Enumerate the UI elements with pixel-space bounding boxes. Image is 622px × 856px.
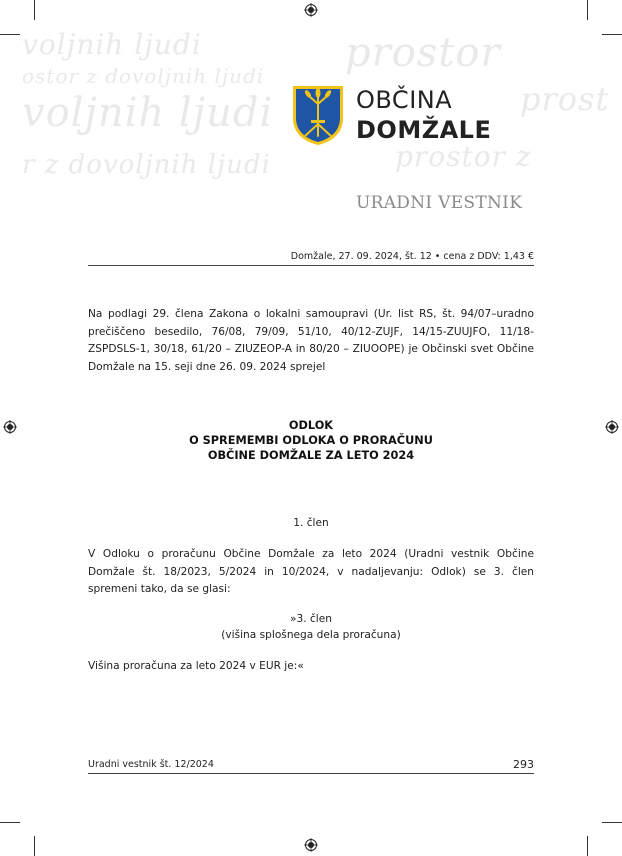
logo-municipality-label: OBČINA bbox=[356, 86, 453, 114]
watermark-text: voljnih ljudi bbox=[22, 90, 274, 136]
article-paragraph: V Odloku o proračunu Občine Domžale za leto 2024 (Uradni vestnik Občine Domžale št. 18/2023, 5/2024 in 10/2024, v nadaljevanju: Odlok) se 3. člen spremeni tako, da se glasi: bbox=[88, 548, 534, 595]
document-title-line: O SPREMEMBI ODLOKA O PRORAČUNU bbox=[189, 434, 433, 447]
budget-line: Višina proračuna za leto 2024 v EUR je:« bbox=[88, 660, 304, 672]
coat-of-arms-icon bbox=[291, 84, 345, 146]
crop-mark bbox=[602, 822, 622, 823]
quoted-article-subheading: (višina splošnega dela proračuna) bbox=[221, 629, 401, 641]
document-title-line: ODLOK bbox=[288, 419, 334, 432]
watermark-text: r z dovoljnih ljudi bbox=[22, 150, 271, 180]
header-rule bbox=[88, 265, 534, 266]
watermark-text: prostor z bbox=[395, 140, 532, 173]
crop-mark bbox=[0, 822, 20, 823]
watermark-text: voljnih ljudi bbox=[22, 28, 202, 61]
registration-mark-icon bbox=[304, 838, 318, 852]
crop-mark bbox=[587, 0, 588, 20]
registration-mark-icon bbox=[605, 420, 619, 434]
watermark-text: prostor bbox=[345, 30, 501, 76]
issue-info: Domžale, 27. 09. 2024, št. 12 • cena z DDV: 1,43 € bbox=[290, 251, 534, 262]
document-title bbox=[88, 418, 534, 463]
crop-mark bbox=[587, 836, 588, 856]
crop-mark bbox=[34, 0, 35, 20]
quoted-article-heading: »3. člen bbox=[290, 613, 332, 625]
page-number: 293 bbox=[513, 758, 534, 771]
crop-mark bbox=[34, 836, 35, 856]
crop-mark bbox=[602, 34, 622, 35]
footer-issue: Uradni vestnik št. 12/2024 bbox=[88, 759, 214, 770]
bulletin-title: URADNI VESTNIK bbox=[356, 193, 523, 213]
registration-mark-icon bbox=[3, 420, 17, 434]
footer-rule bbox=[88, 773, 534, 774]
watermark-text: prost bbox=[520, 80, 610, 118]
logo-municipality-name: DOMŽALE bbox=[356, 116, 492, 144]
registration-mark-icon bbox=[304, 3, 318, 17]
crop-mark bbox=[0, 34, 20, 35]
article-heading: 1. člen bbox=[293, 517, 329, 529]
document-title-line: OBČINE DOMŽALE ZA LETO 2024 bbox=[207, 449, 415, 462]
watermark-text: ostor z dovoljnih ljudi bbox=[22, 64, 265, 88]
intro-paragraph: Na podlagi 29. člena Zakona o lokalni samoupravi (Ur. list RS, št. 94/07–uradno prečiščeno besedilo, 76/08, 79/09, 51/10, 40/12-ZUJF, 14/15-ZUUJFO, 11/18-ZSPDSLS-1, 30/18, 61/20 – ZIUZEOP-A in 80/20 – ZIUOOPE) je Občinski svet Občine Domžale na 15. seji dne 26. 09. 2024 sprejel bbox=[88, 308, 534, 373]
